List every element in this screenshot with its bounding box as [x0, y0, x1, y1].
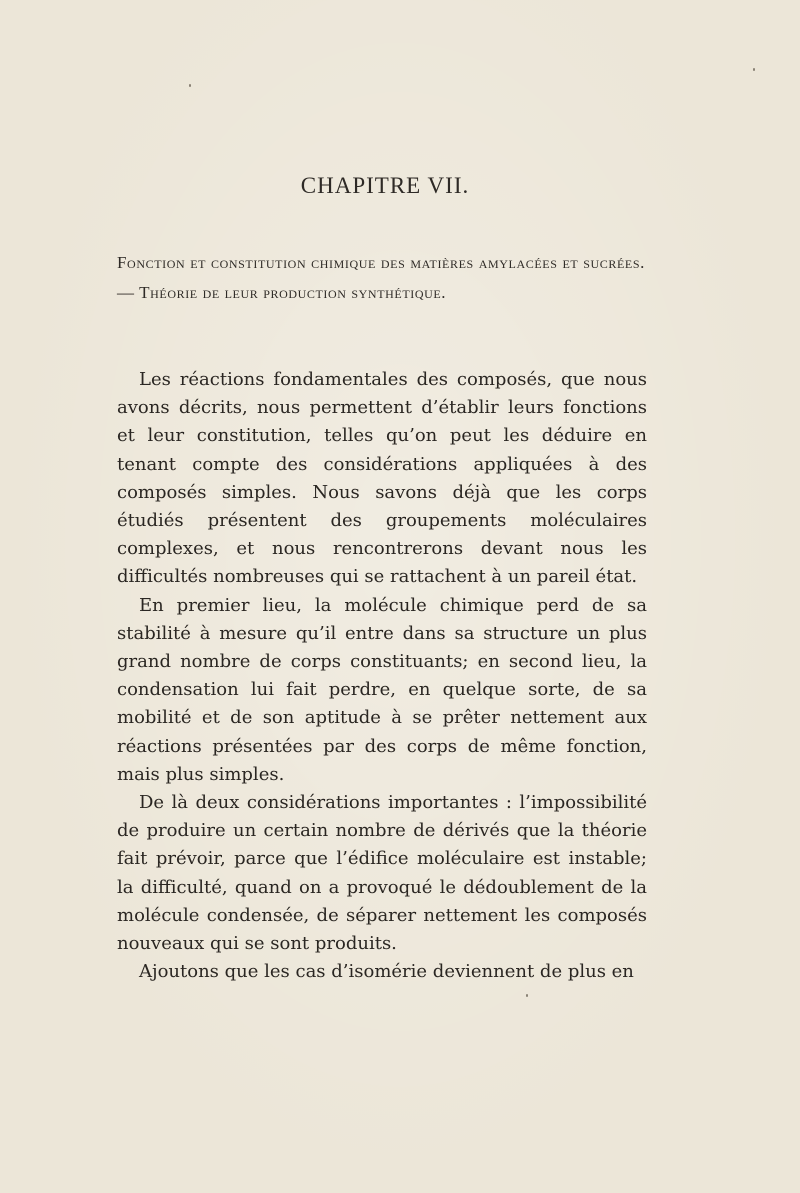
- body-text: [117, 366, 647, 986]
- paper-speck: [753, 68, 755, 71]
- chapter-title: CHAPITRE VII.: [300, 173, 470, 198]
- paragraph: Ajoutons que les cas d’isomérie deviennent de plus en: [139, 961, 634, 983]
- paragraph: En premier lieu, la molécule chimique perd de sa stabilité à mesure qu’il entre dans sa structure un plus grand nombre de corps constituants; en second lieu, la condensation lui fait perdre, en quelque sorte, de sa mobilité et de son aptitude à se prêter nettement aux réactions présentées par des corps de même fonction, mais plus simples.: [117, 594, 647, 785]
- chapter-summary: Fonction et constitution chimique des matières amylacées et sucrées. — Théorie de leur production synthétique.: [117, 253, 645, 302]
- paper-speck: [189, 84, 191, 87]
- paragraph: Les réactions fondamentales des composés, que nous avons décrits, nous permettent d’établir leurs fonctions et leur constitution, telles qu’on peut les déduire en tenant compte des considérations appliquées à des composés simples. Nous savons déjà que les corps étudiés présentent des groupements moléculaires complexes, et nous rencontrerons devant nous les difficultés nombreuses qui se rattachent à un pareil état.: [117, 369, 647, 588]
- paragraph: De là deux considérations importantes : l’impossibilité de produire un certain nombre de dérivés que la théorie fait prévoir, parce que l’édifice moléculaire est instable; la difficulté, quand on a provoqué le dédoublement de la molécule condensée, de séparer nettement les composés nouveaux qui se sont produits.: [117, 792, 647, 955]
- paper-speck: [526, 994, 528, 997]
